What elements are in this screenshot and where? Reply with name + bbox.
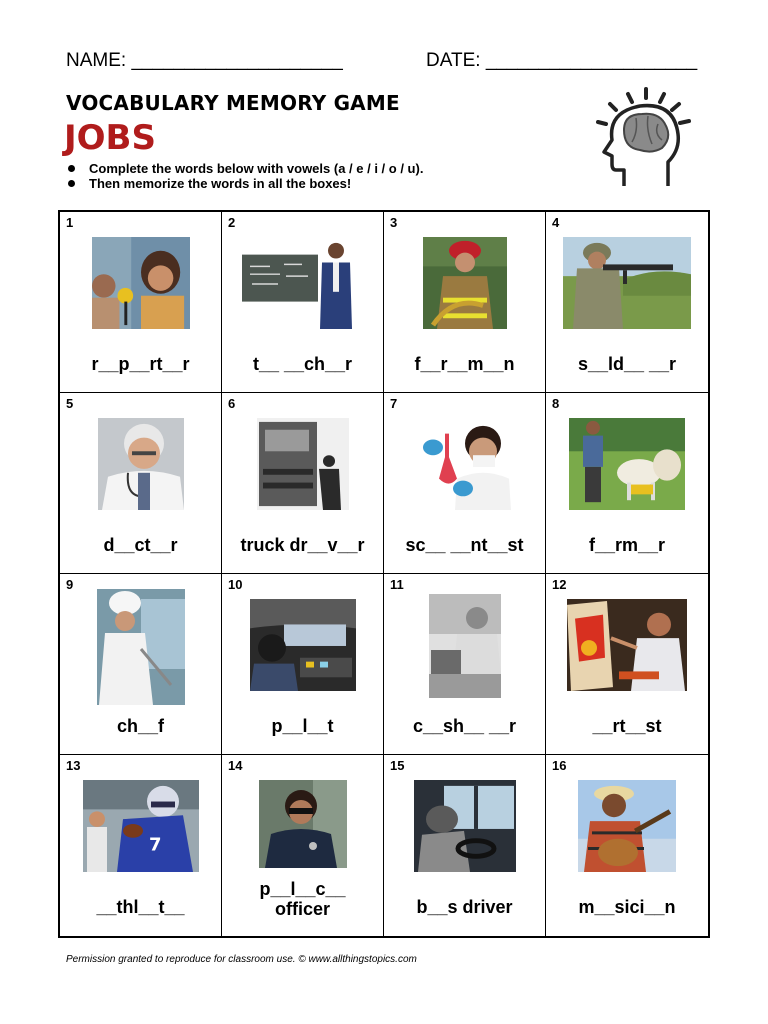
- card-number: 2: [228, 215, 236, 230]
- pilot-photo: [250, 599, 356, 691]
- brain-head-icon: [594, 86, 698, 194]
- card-number: 14: [228, 758, 243, 773]
- card-number: 6: [228, 396, 236, 411]
- word-card: [384, 212, 546, 393]
- word-blank: m__sici__n: [578, 897, 676, 917]
- word-blank: s__ld__ __r: [577, 354, 677, 374]
- word-blank: t__ __ch__r: [252, 354, 353, 374]
- soldier-photo: [563, 237, 691, 329]
- card-number: 9: [66, 577, 74, 592]
- card-number: 11: [390, 577, 404, 592]
- bus-driver-photo: [414, 780, 516, 872]
- svg-text:7: 7: [148, 834, 162, 856]
- word-card: [384, 393, 546, 574]
- vocabulary-grid: [58, 210, 710, 938]
- instruction-item: Then memorize the words in all the boxes!: [66, 176, 423, 191]
- doctor-photo: [98, 418, 184, 510]
- artist-photo: [567, 599, 687, 691]
- word-blank: __rt__st: [592, 716, 662, 736]
- word-blank: p__l__t: [271, 716, 334, 736]
- word-blank: __thl__t__: [96, 897, 185, 917]
- word-card: [60, 574, 222, 755]
- word-blank: ch__f: [116, 716, 165, 736]
- card-number: 5: [66, 396, 74, 411]
- word-blank: d__ct__r: [103, 535, 178, 555]
- card-number: 1: [66, 215, 74, 230]
- word-card: [222, 574, 384, 755]
- word-blank: sc__ __nt__st: [405, 535, 524, 555]
- musician-photo: [578, 780, 676, 872]
- word-blank: r__p__rt__r: [91, 354, 190, 374]
- word-blank: p__l__c__ officer: [259, 879, 346, 919]
- instructions-list: [66, 161, 423, 191]
- card-number: 12: [552, 577, 567, 592]
- athlete-photo: [83, 780, 199, 872]
- word-card: [384, 574, 546, 755]
- word-blank: truck dr__v__r: [240, 535, 365, 555]
- word-card: [60, 212, 222, 393]
- game-title: VOCABULARY MEMORY GAME: [66, 91, 400, 115]
- card-number: 7: [390, 396, 398, 411]
- police-officer-photo: [259, 780, 347, 868]
- card-number: 13: [66, 758, 81, 773]
- instruction-item: Complete the words below with vowels (a / e / i / o / u).: [66, 161, 423, 176]
- cashier-photo: [429, 594, 501, 698]
- farmer-photo: [569, 418, 685, 510]
- truck-driver-photo: [257, 418, 349, 510]
- card-number: 15: [390, 758, 405, 773]
- teacher-photo: [240, 237, 366, 329]
- word-card: [546, 393, 708, 574]
- word-card: [222, 393, 384, 574]
- word-blank: b__s driver: [416, 897, 513, 917]
- word-card: [546, 212, 708, 393]
- chef-photo: [97, 589, 185, 705]
- word-card: [222, 212, 384, 393]
- word-card: [546, 574, 708, 755]
- word-card: [60, 755, 222, 936]
- card-number: 10: [228, 577, 243, 592]
- word-card: [60, 393, 222, 574]
- footer-permission: Permission granted to reproduce for classroom use. © www.allthingstopics.com: [66, 954, 417, 965]
- fireman-photo: [423, 237, 507, 329]
- card-number: 4: [552, 215, 560, 230]
- word-card: [222, 755, 384, 936]
- scientist-photo: [419, 418, 511, 510]
- topic-title: JOBS: [64, 118, 156, 158]
- card-number: 16: [552, 758, 567, 773]
- reporter-photo: [92, 237, 190, 329]
- card-number: 8: [552, 396, 560, 411]
- card-number: 3: [390, 215, 398, 230]
- word-blank: f__r__m__n: [414, 354, 515, 374]
- word-card: [546, 755, 708, 936]
- word-card: [384, 755, 546, 936]
- word-blank: c__sh__ __r: [412, 716, 517, 736]
- date-line: DATE: ____________________: [426, 50, 698, 71]
- word-blank: f__rm__r: [588, 535, 666, 555]
- name-line: NAME: ____________________: [66, 50, 343, 71]
